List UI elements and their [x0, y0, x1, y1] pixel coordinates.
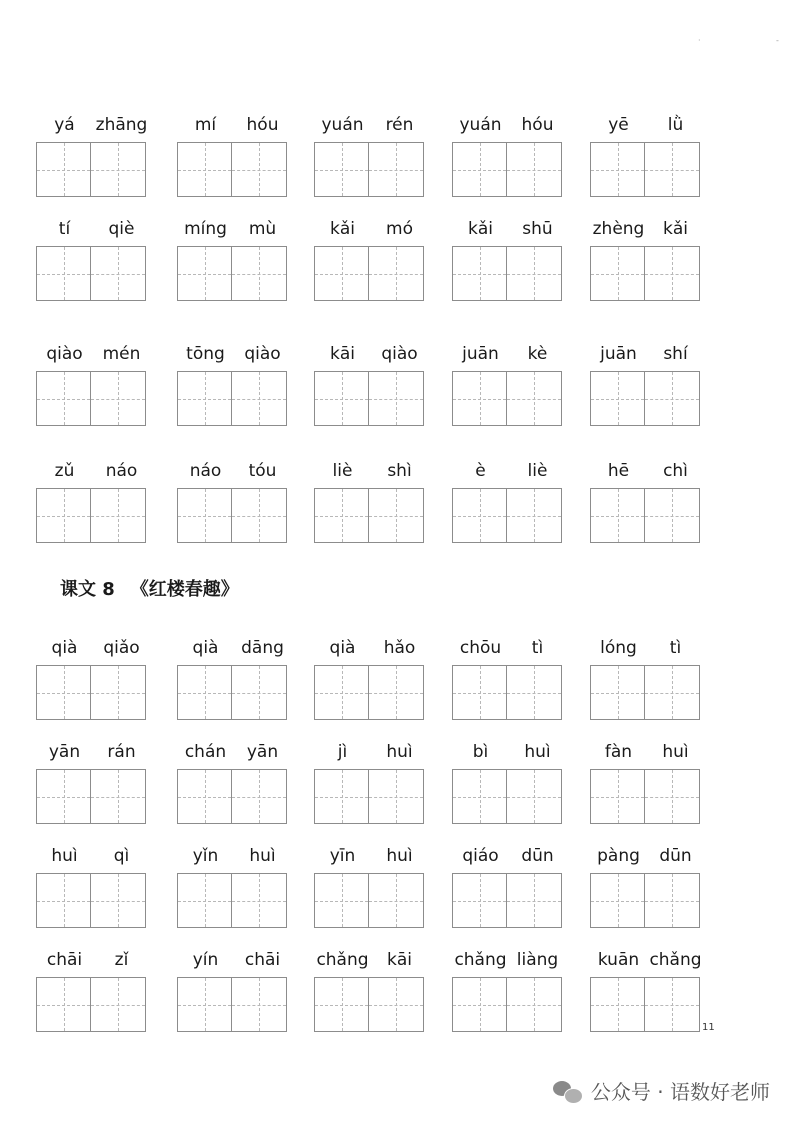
tianzige-boxes	[36, 142, 146, 197]
writing-cell[interactable]	[91, 246, 146, 301]
tianzige-boxes	[590, 246, 700, 301]
writing-cell[interactable]	[177, 665, 232, 720]
pinyin-pair	[177, 460, 291, 486]
pinyin-syllable: yín	[192, 950, 219, 970]
writing-cell[interactable]	[590, 371, 645, 426]
writing-cell[interactable]	[452, 488, 507, 543]
tianzige-boxes	[452, 769, 562, 824]
writing-cell[interactable]	[369, 665, 424, 720]
pinyin-pair	[314, 460, 428, 486]
writing-cell[interactable]	[232, 665, 287, 720]
pinyin-syllable: mù	[248, 219, 277, 239]
pinyin-syllable: kāi	[330, 344, 355, 364]
pinyin-syllable: tì	[531, 638, 544, 658]
writing-cell[interactable]	[36, 665, 91, 720]
pinyin-pair	[177, 218, 291, 244]
tianzige-boxes	[36, 246, 146, 301]
pinyin-pair	[314, 114, 428, 140]
writing-cell[interactable]	[91, 371, 146, 426]
pinyin-syllable: fàn	[604, 742, 633, 762]
writing-cell[interactable]	[36, 769, 91, 824]
pinyin-syllable: rén	[385, 115, 414, 135]
pinyin-pair	[452, 218, 566, 244]
pinyin-syllable: hóu	[246, 115, 279, 135]
pinyin-pair	[452, 741, 566, 767]
tianzige-boxes	[36, 665, 146, 720]
pinyin-syllable: chǎng	[316, 950, 369, 970]
tianzige-boxes	[590, 371, 700, 426]
lesson-heading	[60, 575, 239, 601]
tianzige-boxes	[36, 488, 146, 543]
pinyin-syllable: rán	[107, 742, 136, 762]
writing-cell[interactable]	[369, 769, 424, 824]
writing-cell[interactable]	[232, 977, 287, 1032]
pinyin-syllable: huì	[249, 846, 276, 866]
pinyin-pair	[452, 460, 566, 486]
corner-mark: ·	[698, 36, 701, 45]
writing-cell[interactable]	[369, 371, 424, 426]
pinyin-syllable: huì	[524, 742, 551, 762]
writing-cell[interactable]	[314, 142, 369, 197]
tianzige-boxes	[36, 769, 146, 824]
writing-cell[interactable]	[91, 977, 146, 1032]
pinyin-syllable: qià	[192, 638, 219, 658]
pinyin-syllable: mén	[102, 344, 141, 364]
tianzige-boxes	[590, 977, 700, 1032]
pinyin-pair	[36, 637, 150, 663]
pinyin-syllable: tì	[669, 638, 682, 658]
tianzige-boxes	[590, 769, 700, 824]
writing-cell[interactable]	[177, 142, 232, 197]
writing-cell[interactable]	[645, 246, 700, 301]
tianzige-boxes	[452, 371, 562, 426]
writing-cell[interactable]	[645, 769, 700, 824]
pinyin-syllable: dāng	[241, 638, 284, 658]
writing-cell[interactable]	[91, 769, 146, 824]
writing-cell[interactable]	[507, 246, 562, 301]
pinyin-pair	[177, 845, 291, 871]
tianzige-boxes	[177, 371, 287, 426]
pinyin-syllable: yǐn	[192, 846, 219, 866]
pinyin-syllable: hē	[607, 461, 630, 481]
pinyin-pair	[590, 460, 704, 486]
tianzige-boxes	[314, 371, 424, 426]
pinyin-syllable: liè	[527, 461, 548, 481]
writing-cell[interactable]	[314, 246, 369, 301]
writing-cell[interactable]	[590, 977, 645, 1032]
writing-cell[interactable]	[590, 769, 645, 824]
tianzige-boxes	[590, 142, 700, 197]
pinyin-pair	[36, 741, 150, 767]
pinyin-syllable: qià	[51, 638, 78, 658]
writing-cell[interactable]	[232, 246, 287, 301]
writing-cell[interactable]	[645, 488, 700, 543]
pinyin-syllable: zhāng	[95, 115, 148, 135]
pinyin-pair	[314, 949, 428, 975]
writing-cell[interactable]	[369, 246, 424, 301]
writing-cell[interactable]	[232, 371, 287, 426]
writing-cell[interactable]	[177, 873, 232, 928]
tianzige-boxes	[177, 488, 287, 543]
tianzige-boxes	[314, 488, 424, 543]
tianzige-boxes	[314, 977, 424, 1032]
writing-cell[interactable]	[507, 769, 562, 824]
tianzige-boxes	[590, 665, 700, 720]
tianzige-boxes	[36, 873, 146, 928]
writing-cell[interactable]	[314, 488, 369, 543]
writing-cell[interactable]	[507, 488, 562, 543]
writing-cell[interactable]	[314, 977, 369, 1032]
writing-cell[interactable]	[177, 246, 232, 301]
writing-cell[interactable]	[590, 488, 645, 543]
writing-cell[interactable]	[369, 977, 424, 1032]
tianzige-boxes	[314, 873, 424, 928]
pinyin-syllable: lóng	[600, 638, 637, 658]
pinyin-pair	[314, 343, 428, 369]
pinyin-syllable: shì	[387, 461, 412, 481]
writing-cell[interactable]	[91, 488, 146, 543]
writing-cell[interactable]	[232, 873, 287, 928]
pinyin-pair	[590, 114, 704, 140]
pinyin-pair	[36, 845, 150, 871]
writing-cell[interactable]	[36, 873, 91, 928]
pinyin-syllable: kǎi	[663, 219, 688, 239]
writing-cell[interactable]	[452, 665, 507, 720]
writing-cell[interactable]	[452, 246, 507, 301]
writing-cell[interactable]	[507, 371, 562, 426]
pinyin-pair	[452, 845, 566, 871]
writing-cell[interactable]	[36, 246, 91, 301]
pinyin-syllable: qiáo	[462, 846, 499, 866]
pinyin-syllable: shū	[522, 219, 553, 239]
writing-cell[interactable]	[452, 769, 507, 824]
lesson-label: 课文 8	[60, 579, 115, 600]
pinyin-pair	[177, 949, 291, 975]
pinyin-syllable: hóu	[521, 115, 554, 135]
pinyin-syllable: kǎi	[330, 219, 355, 239]
pinyin-syllable: náo	[105, 461, 138, 481]
writing-cell[interactable]	[91, 142, 146, 197]
writing-cell[interactable]	[314, 769, 369, 824]
pinyin-syllable: qiǎo	[103, 638, 140, 658]
pinyin-pair	[36, 460, 150, 486]
pinyin-syllable: huì	[386, 846, 413, 866]
pinyin-pair	[314, 218, 428, 244]
writing-cell[interactable]	[369, 142, 424, 197]
tianzige-boxes	[452, 665, 562, 720]
writing-cell[interactable]	[590, 665, 645, 720]
tianzige-boxes	[314, 769, 424, 824]
pinyin-syllable: qiè	[108, 219, 135, 239]
pinyin-syllable: chǎng	[454, 950, 507, 970]
pinyin-pair	[314, 637, 428, 663]
pinyin-pair	[177, 741, 291, 767]
pinyin-syllable: kǎi	[468, 219, 493, 239]
writing-cell[interactable]	[369, 488, 424, 543]
pinyin-syllable: dūn	[521, 846, 554, 866]
page-number: 11	[702, 1022, 715, 1033]
writing-cell[interactable]	[36, 977, 91, 1032]
writing-cell[interactable]	[645, 142, 700, 197]
tianzige-boxes	[177, 246, 287, 301]
pinyin-syllable: yān	[48, 742, 81, 762]
pinyin-syllable: chán	[184, 742, 227, 762]
pinyin-syllable: lǜ	[667, 115, 684, 135]
pinyin-pair	[590, 741, 704, 767]
pinyin-syllable: qì	[113, 846, 130, 866]
pinyin-pair	[452, 949, 566, 975]
writing-cell[interactable]	[91, 665, 146, 720]
pinyin-syllable: yá	[54, 115, 75, 135]
pinyin-syllable: zǔ	[54, 461, 75, 481]
pinyin-syllable: tōng	[186, 344, 225, 364]
pinyin-pair	[36, 114, 150, 140]
tianzige-boxes	[452, 873, 562, 928]
pinyin-syllable: hǎo	[383, 638, 416, 658]
writing-cell[interactable]	[369, 873, 424, 928]
writing-cell[interactable]	[645, 873, 700, 928]
tianzige-boxes	[314, 665, 424, 720]
tianzige-boxes	[36, 371, 146, 426]
pinyin-syllable: kè	[527, 344, 548, 364]
pinyin-pair	[590, 637, 704, 663]
writing-cell[interactable]	[232, 769, 287, 824]
writing-cell[interactable]	[232, 488, 287, 543]
pinyin-syllable: tóu	[248, 461, 277, 481]
writing-cell[interactable]	[177, 977, 232, 1032]
pinyin-syllable: míng	[184, 219, 227, 239]
pinyin-syllable: è	[475, 461, 486, 481]
pinyin-pair	[36, 218, 150, 244]
tianzige-boxes	[452, 142, 562, 197]
tianzige-boxes	[452, 246, 562, 301]
pinyin-syllable: mó	[386, 219, 413, 239]
lesson-title: 《红楼春趣》	[130, 579, 239, 600]
pinyin-syllable: qiào	[46, 344, 83, 364]
pinyin-pair	[314, 845, 428, 871]
pinyin-syllable: chì	[663, 461, 688, 481]
tianzige-boxes	[177, 769, 287, 824]
pinyin-pair	[177, 114, 291, 140]
writing-cell[interactable]	[590, 246, 645, 301]
pinyin-pair	[452, 637, 566, 663]
writing-cell[interactable]	[177, 769, 232, 824]
pinyin-syllable: chǎng	[649, 950, 702, 970]
pinyin-syllable: zhèng	[592, 219, 645, 239]
pinyin-pair	[177, 343, 291, 369]
footer-text: 公众号 · 语数好老师	[590, 1080, 770, 1104]
pinyin-pair	[36, 949, 150, 975]
pinyin-syllable: qiào	[244, 344, 281, 364]
writing-cell[interactable]	[177, 488, 232, 543]
writing-cell[interactable]	[507, 977, 562, 1032]
pinyin-syllable: qiào	[381, 344, 418, 364]
pinyin-pair	[177, 637, 291, 663]
pinyin-syllable: chōu	[459, 638, 502, 658]
pinyin-syllable: yān	[246, 742, 279, 762]
wechat-icon	[553, 1079, 583, 1103]
pinyin-pair	[590, 343, 704, 369]
pinyin-syllable: náo	[189, 461, 222, 481]
pinyin-syllable: pàng	[597, 846, 640, 866]
writing-cell[interactable]	[645, 665, 700, 720]
corner-mark: -	[776, 36, 779, 45]
tianzige-boxes	[314, 246, 424, 301]
tianzige-boxes	[177, 665, 287, 720]
writing-cell[interactable]	[590, 142, 645, 197]
writing-cell[interactable]	[507, 665, 562, 720]
pinyin-syllable: yuán	[459, 115, 502, 135]
writing-cell[interactable]	[36, 488, 91, 543]
writing-cell[interactable]	[645, 977, 700, 1032]
pinyin-syllable: chāi	[46, 950, 83, 970]
pinyin-syllable: shí	[663, 344, 688, 364]
writing-cell[interactable]	[91, 873, 146, 928]
pinyin-pair	[590, 949, 704, 975]
tianzige-boxes	[314, 142, 424, 197]
pinyin-syllable: chāi	[244, 950, 281, 970]
writing-cell[interactable]	[314, 873, 369, 928]
pinyin-pair	[590, 845, 704, 871]
pinyin-syllable: yuán	[321, 115, 364, 135]
tianzige-boxes	[590, 488, 700, 543]
pinyin-syllable: mí	[194, 115, 217, 135]
pinyin-syllable: dūn	[659, 846, 692, 866]
pinyin-syllable: liè	[332, 461, 353, 481]
pinyin-pair	[452, 114, 566, 140]
pinyin-syllable: liàng	[516, 950, 559, 970]
pinyin-syllable: yīn	[329, 846, 356, 866]
tianzige-boxes	[590, 873, 700, 928]
writing-cell[interactable]	[452, 873, 507, 928]
writing-cell[interactable]	[452, 977, 507, 1032]
pinyin-pair	[452, 343, 566, 369]
pinyin-syllable: juān	[600, 344, 637, 364]
tianzige-boxes	[452, 977, 562, 1032]
pinyin-syllable: kāi	[387, 950, 412, 970]
tianzige-boxes	[177, 977, 287, 1032]
writing-cell[interactable]	[36, 371, 91, 426]
pinyin-syllable: jì	[337, 742, 348, 762]
tianzige-boxes	[177, 142, 287, 197]
pinyin-syllable: yē	[608, 115, 629, 135]
pinyin-pair	[314, 741, 428, 767]
pinyin-syllable: zǐ	[114, 950, 129, 970]
pinyin-syllable: qià	[329, 638, 356, 658]
writing-cell[interactable]	[645, 371, 700, 426]
pinyin-syllable: huì	[51, 846, 78, 866]
pinyin-syllable: tí	[58, 219, 71, 239]
pinyin-pair	[36, 343, 150, 369]
writing-cell[interactable]	[177, 371, 232, 426]
pinyin-pair	[590, 218, 704, 244]
pinyin-syllable: huì	[386, 742, 413, 762]
footer-watermark	[553, 1076, 770, 1105]
writing-cell[interactable]	[314, 665, 369, 720]
tianzige-boxes	[177, 873, 287, 928]
writing-cell[interactable]	[507, 873, 562, 928]
writing-cell[interactable]	[452, 371, 507, 426]
writing-cell[interactable]	[590, 873, 645, 928]
tianzige-boxes	[452, 488, 562, 543]
writing-cell[interactable]	[36, 142, 91, 197]
pinyin-syllable: kuān	[597, 950, 640, 970]
pinyin-syllable: juān	[462, 344, 499, 364]
writing-cell[interactable]	[452, 142, 507, 197]
writing-cell[interactable]	[314, 371, 369, 426]
tianzige-boxes	[36, 977, 146, 1032]
pinyin-syllable: bì	[472, 742, 489, 762]
writing-cell[interactable]	[507, 142, 562, 197]
pinyin-syllable: huì	[662, 742, 689, 762]
writing-cell[interactable]	[232, 142, 287, 197]
